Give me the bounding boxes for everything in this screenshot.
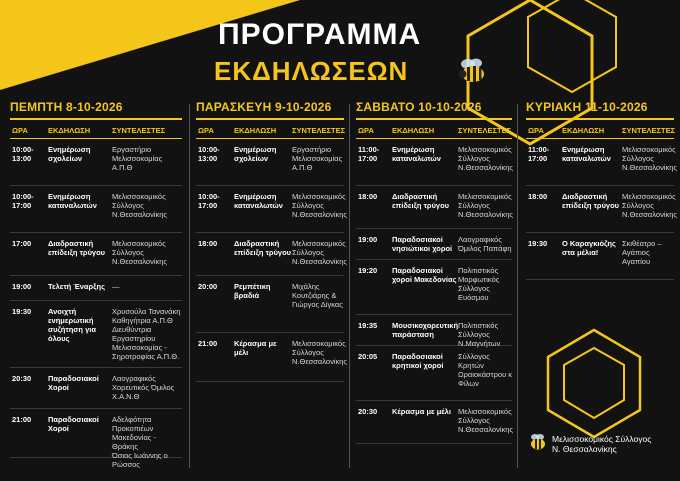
event-name: Ενημέρωση σχολείων <box>48 145 91 163</box>
event-name: Κέρασμα με μέλι <box>392 407 451 416</box>
schedule-header-row <box>10 124 182 138</box>
event-time: 20:05 <box>358 352 378 361</box>
column-separator <box>189 104 190 468</box>
event-name: Παραδοσιακοί Χοροί <box>48 415 99 433</box>
contributors-column-header: ΣΥΝΤΕΛΕΣΤΕΣ <box>112 126 166 135</box>
event-column-header: ΕΚΔΗΛΩΣΗ <box>392 126 435 135</box>
schedule-row <box>10 276 182 301</box>
contributors-column-header: ΣΥΝΤΕΛΕΣΤΕΣ <box>622 126 676 135</box>
event-time: 21:00 <box>198 339 218 348</box>
event-column-header: ΕΚΔΗΛΩΣΗ <box>562 126 605 135</box>
event-contributors: Μελισσοκομικός Σύλλογος Ν.Θεσσαλονίκης <box>458 192 514 219</box>
schedule-row <box>356 315 512 346</box>
schedule-row <box>526 139 678 186</box>
schedule-row <box>356 229 512 260</box>
event-contributors: Πολιτιστικός Μορφωτικός Σύλλογος Ευόσμου <box>458 266 500 302</box>
day-column <box>196 100 348 470</box>
event-column-header: ΕΚΔΗΛΩΣΗ <box>48 126 91 135</box>
event-contributors: Μελισσοκομικός Σύλλογος Ν.Θεσσαλονίκης <box>622 145 678 172</box>
schedule-row <box>10 301 182 368</box>
schedule-row <box>356 401 512 444</box>
event-time: 17:00 <box>12 239 32 248</box>
event-contributors: — <box>112 282 120 291</box>
event-time: 19:30 <box>12 307 32 316</box>
column-separator <box>517 104 518 468</box>
event-contributors: Χρυσούλα Τανανάκη Καθηγήτρια Α.Π.Θ Διευθύντρια Εργαστηρίου Μελισσοκομίας - Σηροτροφίας Α.Π.Θ. <box>112 307 181 361</box>
schedule-row <box>196 233 348 276</box>
event-time: 19:35 <box>358 321 378 330</box>
event-contributors: Εργαστήριο Μελισσοκομίας Α.Π.Θ <box>112 145 163 172</box>
event-contributors: Μελισσοκομικός Σύλλογος Ν.Θεσσαλονίκης <box>292 192 348 219</box>
hexagon-top-small <box>528 0 616 92</box>
event-name: Μουσικοχορευτική παράσταση <box>392 321 459 339</box>
event-time: 20:30 <box>358 407 378 416</box>
event-time: 18:00 <box>358 192 378 201</box>
event-name: Παραδοσιακοί νησιώτικοι χοροί <box>392 235 453 253</box>
schedule-row <box>196 186 348 233</box>
event-time: 10:00- 17:00 <box>12 192 34 210</box>
poster-title: ΠΡΟΓΡΑΜΜΑ <box>218 18 422 51</box>
schedule-row <box>356 260 512 315</box>
schedule-row <box>10 139 182 186</box>
event-contributors: Μελισσοκομικός Σύλλογος Ν.Θεσσαλονίκης <box>458 407 514 434</box>
day-column <box>10 100 182 470</box>
schedule-row <box>356 346 512 401</box>
contributors-column-header: ΣΥΝΤΕΛΕΣΤΕΣ <box>458 126 512 135</box>
schedule-row <box>356 186 512 229</box>
event-name: Παραδοσιακοί Χοροί <box>48 374 99 392</box>
contributors-column-header: ΣΥΝΤΕΛΕΣΤΕΣ <box>292 126 346 135</box>
schedule-row <box>10 233 182 276</box>
day-heading-rule <box>196 118 344 120</box>
event-name: Διαδραστική επίδειξη τρύγου <box>48 239 106 257</box>
event-name: Ο Καραγκιόζης στα μέλια! <box>562 239 616 257</box>
event-contributors: Μελισσοκομικός Σύλλογος Ν.Θεσσαλονίκης <box>112 192 168 219</box>
event-contributors: Αδελφότητα Προκοπιέων Μακεδονίας - Θράκης Όσιος Ιωάννης ο Ρώσσος <box>112 415 168 469</box>
event-contributors: Μιχάλης Κουτζιάρης & Γιώργος Δίγκας <box>292 282 343 309</box>
event-time: 18:00 <box>198 239 218 248</box>
event-time: 20:00 <box>198 282 218 291</box>
organizer-name: Μελισσοκομικός Σύλλογος Ν. Θεσσαλονίκης <box>552 434 652 454</box>
schedule-row <box>526 233 674 280</box>
event-name: Διαδραστική επίδειξη τρύγου <box>392 192 450 210</box>
schedule-row <box>196 139 344 186</box>
event-contributors: Μελισσοκομικός Σύλλογος Ν.Θεσσαλονίκης <box>112 239 168 266</box>
event-time: 11:00- 17:00 <box>528 145 550 163</box>
schedule-row <box>10 368 182 409</box>
event-name: Ενημέρωση καταναλωτών <box>392 145 441 163</box>
event-name: Ενημέρωση καταναλωτών <box>234 192 283 210</box>
time-column-header: ΩΡΑ <box>12 126 28 135</box>
time-column-header: ΩΡΑ <box>358 126 374 135</box>
event-contributors: Πολιτιστικός Σύλλογος Ν.Μαγνήτων <box>458 321 501 348</box>
schedule-header-row <box>196 124 344 138</box>
event-column-header: ΕΚΔΗΛΩΣΗ <box>234 126 277 135</box>
day-heading: ΚΥΡΙΑΚΗ 11-10-2026 <box>526 100 648 114</box>
day-heading-rule <box>10 118 182 120</box>
schedule-row <box>196 333 348 382</box>
event-time: 19:00 <box>12 282 32 291</box>
event-name: Ανοιχτή ενημερωτική συζήτηση για όλους <box>48 307 96 343</box>
event-name: Ενημέρωση σχολείων <box>234 145 277 163</box>
event-name: Κέρασμα με μέλι <box>234 339 277 357</box>
day-column <box>356 100 512 470</box>
event-time: 20:30 <box>12 374 32 383</box>
day-heading-rule <box>526 118 674 120</box>
event-name: Παραδοσιακοί χοροί Μακεδονίας <box>392 266 457 284</box>
event-contributors: Σκιθέατρο – Αγάπιος Αγαπίου <box>622 239 662 266</box>
schedule-row <box>526 186 678 233</box>
event-contributors: Λαογραφικός Χορευτικός Όμιλος Χ.Α.Ν.Θ <box>112 374 175 401</box>
schedule-header-row <box>356 124 512 138</box>
bee-logo-icon <box>528 432 548 452</box>
event-time: 10:00- 13:00 <box>198 145 220 163</box>
column-separator <box>349 104 350 468</box>
event-name: Διαδραστική επίδειξη τρύγου <box>234 239 292 257</box>
schedule-row <box>10 409 182 469</box>
event-name: Ενημέρωση καταναλωτών <box>48 192 97 210</box>
poster-subtitle: ΕΚΔΗΛΩΣΕΩΝ <box>214 56 409 86</box>
schedule-row <box>10 186 182 233</box>
event-contributors: Μελισσοκομικός Σύλλογος Ν.Θεσσαλονίκης <box>458 145 514 172</box>
event-name: Τελετή Έναρξης <box>48 282 105 291</box>
event-time: 11:00- 17:00 <box>358 145 380 163</box>
day-heading-rule <box>356 118 512 120</box>
schedule-row <box>196 276 344 333</box>
event-contributors: Μελισσοκομικός Σύλλογος Ν.Θεσσαλονίκης <box>622 192 678 219</box>
event-contributors: Σύλλογος Κρητών Ωραιοκάστρου κ Φίλων <box>458 352 513 388</box>
bee-icon <box>456 56 490 86</box>
event-contributors: Λαογραφικός Όμιλος Παπάφη <box>458 235 512 253</box>
event-time: 10:00- 13:00 <box>12 145 34 163</box>
event-time: 21:00 <box>12 415 32 424</box>
event-time: 19:30 <box>528 239 548 248</box>
day-heading: ΠΕΜΠΤΗ 8-10-2026 <box>10 100 123 114</box>
event-time: 18:00 <box>528 192 548 201</box>
event-name: Διαδραστική επίδειξη τρύγου <box>562 192 620 210</box>
day-heading: ΣΑΒΒΑΤΟ 10-10-2026 <box>356 100 482 114</box>
event-time: 19:20 <box>358 266 378 275</box>
event-name: Ρεμπέτικη βραδιά <box>234 282 271 300</box>
schedule-header-row <box>526 124 674 138</box>
day-column <box>526 100 678 470</box>
schedule-row <box>356 139 512 186</box>
event-name: Παραδοσιακοί κρητικοί χοροί <box>392 352 444 370</box>
time-column-header: ΩΡΑ <box>198 126 214 135</box>
day-heading: ΠΑΡΑΣΚΕΥΗ 9-10-2026 <box>196 100 332 114</box>
event-contributors: Μελισσοκομικός Σύλλογος Ν.Θεσσαλονίκης <box>292 339 348 366</box>
time-column-header: ΩΡΑ <box>528 126 544 135</box>
event-time: 19:00 <box>358 235 378 244</box>
event-name: Ενημέρωση καταναλωτών <box>562 145 611 163</box>
event-time: 10:00- 17:00 <box>198 192 220 210</box>
event-contributors: Μελισσοκομικός Σύλλογος Ν.Θεσσαλονίκης <box>292 239 348 266</box>
event-contributors: Εργαστήριο Μελισσοκομίας Α.Π.Θ <box>292 145 343 172</box>
